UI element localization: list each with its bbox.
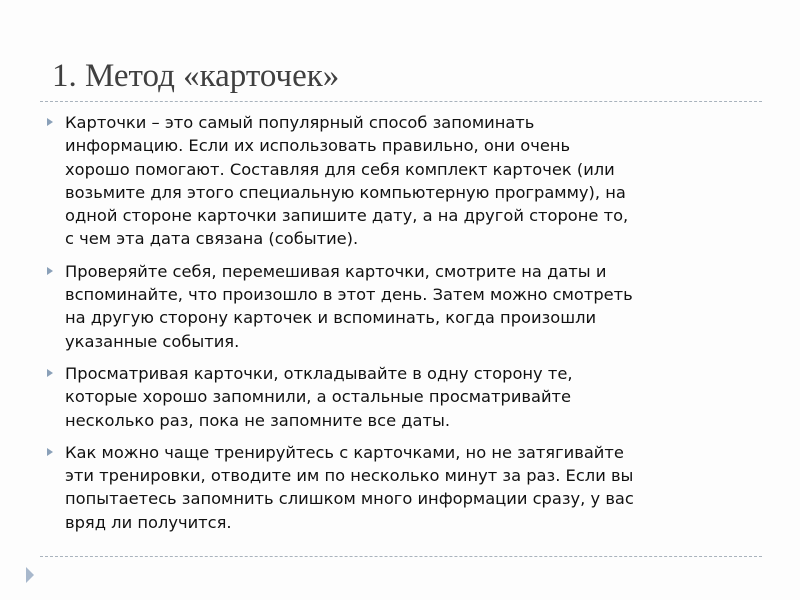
- bullet-text-line: хорошо помогают. Составляя для себя комплект карточек (или: [65, 159, 615, 179]
- bullet-text-line: попытаетесь запомнить слишком много информации сразу, у вас: [65, 489, 634, 509]
- bullet-item: [47, 111, 767, 251]
- bullet-text-line: Просматривая карточки, откладывайте в одну сторону те,: [65, 363, 573, 383]
- bullet-text-line: указанные события.: [65, 331, 240, 351]
- bullet-text-line: Карточки – это самый популярный способ запоминать: [65, 113, 535, 132]
- bullet-text-line: информацию. Если их использовать правильно, они очень: [65, 136, 571, 156]
- bullet-text-line: Проверяйте себя, перемешивая карточки, смотрите на даты и: [65, 261, 607, 281]
- bullet-text-line: которые хорошо запомнили, а остальные просматривайте: [65, 387, 572, 407]
- bullet-text-line: вряд ли получится.: [65, 512, 232, 532]
- footer-divider: [40, 556, 762, 557]
- bullet-text-line: эти тренировки, отводите им по несколько минут за раз. Если вы: [65, 466, 634, 486]
- bullet-text-line: на другую сторону карточек и вспоминать, когда произошли: [65, 308, 597, 328]
- bullet-text-line: одной стороне карточки запишите дату, а на другой стороне то,: [65, 206, 629, 226]
- title-divider: [40, 101, 762, 102]
- bullet-triangle-icon: [47, 267, 53, 275]
- bullet-triangle-icon: [47, 118, 53, 126]
- slide-title: 1. Метод «карточек»: [52, 58, 340, 94]
- bullet-item: [47, 260, 767, 353]
- bullet-item: [47, 441, 767, 534]
- bullet-triangle-icon: [47, 448, 53, 456]
- slide-body: [47, 111, 767, 543]
- bullet-triangle-icon: [47, 369, 53, 377]
- bullet-text-line: Как можно чаще тренируйтесь с карточками, но не затягивайте: [65, 442, 624, 462]
- bullet-text-line: возьмите для этого специальную компьютерную программу), на: [65, 182, 626, 202]
- bullet-text-line: несколько раз, пока не запомните все даты.: [65, 410, 451, 430]
- bullet-text-line: вспоминайте, что произошло в этот день. Затем можно смотреть: [65, 285, 633, 305]
- next-slide-arrow-icon[interactable]: [26, 567, 34, 583]
- bullet-item: [47, 362, 767, 432]
- bullet-text-line: с чем эта дата связана (событие).: [65, 229, 359, 249]
